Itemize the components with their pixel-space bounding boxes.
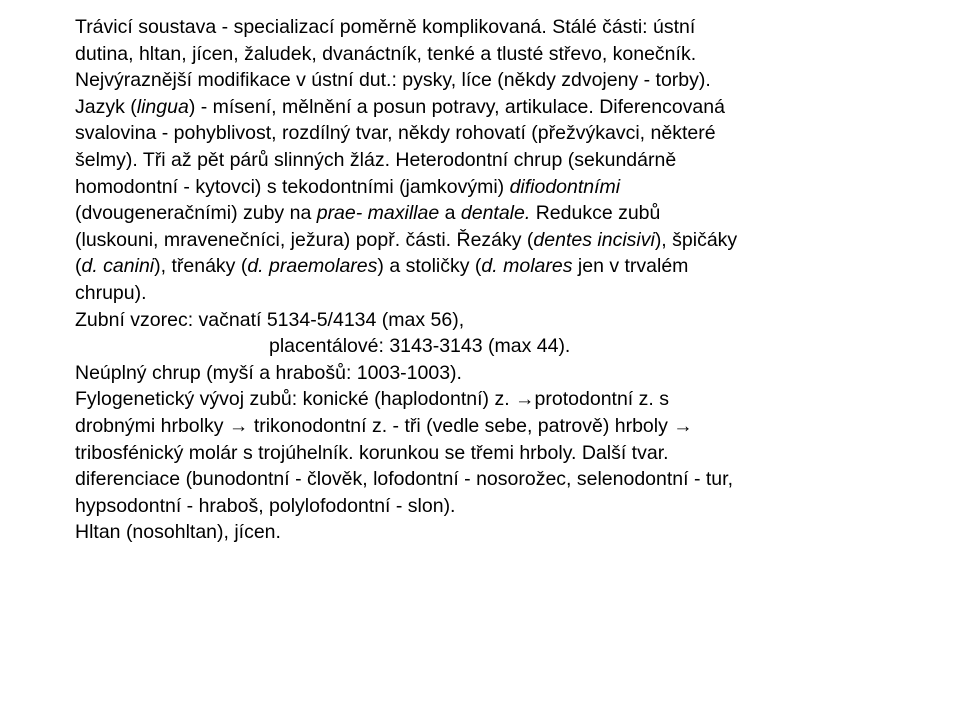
text-line [75, 413, 895, 440]
text-segment: svalovina - pohyblivost, rozdílný tvar, někdy rohovatí (přežvýkavci, některé [75, 122, 716, 145]
text-line [75, 519, 895, 546]
slide-text-block [75, 14, 895, 546]
text-segment: ) - mísení, mělnění a posun potravy, artikulace. Diferencovaná [188, 95, 725, 118]
italic-term: prae- maxillae [316, 202, 440, 225]
text-line [75, 333, 895, 360]
text-line [75, 41, 895, 68]
text-segment: ), třenáky ( [154, 255, 248, 278]
text-segment: Neúplný chrup (myší a hrabošů: 1003-1003). [75, 361, 462, 384]
text-line [75, 120, 895, 147]
text-segment: Fylogenetický vývoj zubů: konické (haplodontní) z. →protodontní z. s [75, 388, 669, 411]
text-line [75, 360, 895, 387]
italic-term: dentes incisivi [533, 228, 655, 251]
text-segment: chrupu). [75, 281, 147, 304]
text-line [75, 493, 895, 520]
text-line [75, 174, 895, 201]
text-line [75, 280, 895, 307]
italic-term: d. praemolares [247, 255, 378, 278]
text-line [75, 147, 895, 174]
text-segment: Zubní vzorec: vačnatí 5134-5/4134 (max 56), [75, 308, 465, 331]
italic-term: d. canini [81, 255, 155, 278]
text-line [75, 386, 895, 413]
text-segment: diferenciace (bunodontní - člověk, lofodontní - nosorožec, selenodontní - tur, [75, 468, 733, 491]
italic-term: difiodontními [509, 175, 621, 198]
text-segment: (dvougeneračními) zuby na [75, 202, 317, 225]
text-segment: drobnými hrbolky → trikonodontní z. - tři (vedle sebe, patrově) hrboly → [75, 414, 693, 437]
text-segment: hypsodontní - hraboš, polylofodontní - slon). [75, 494, 456, 517]
text-line [75, 466, 895, 493]
text-segment: ( [75, 255, 82, 278]
italic-term: d. molares [481, 255, 573, 278]
text-line [75, 94, 895, 121]
text-line [75, 307, 895, 334]
text-segment: placentálové: 3143-3143 (max 44). [269, 335, 571, 358]
text-line [75, 227, 895, 254]
text-line [75, 14, 895, 41]
text-segment: Nejvýraznější modifikace v ústní dut.: pysky, líce (někdy zdvojeny - torby). [75, 69, 711, 92]
italic-term: dentale. [460, 202, 531, 225]
text-line [75, 440, 895, 467]
text-segment: Hltan (nosohltan), jícen. [75, 521, 281, 544]
text-segment: ), špičáky [654, 228, 738, 251]
text-segment: Redukce zubů [530, 202, 661, 225]
text-segment: dutina, hltan, jícen, žaludek, dvanáctník, tenké a tlusté střevo, konečník. [75, 42, 697, 65]
text-segment: a [439, 202, 461, 225]
text-segment: (luskouni, mravenečníci, ježura) popř. části. Řezáky ( [75, 228, 534, 251]
text-segment: jen v trvalém [572, 255, 689, 278]
text-segment: ) a stoličky ( [377, 255, 482, 278]
text-line [75, 253, 895, 280]
text-segment: tribosfénický molár s trojúhelník. korunkou se třemi hrboly. Další tvar. [75, 441, 669, 464]
text-segment: Jazyk ( [75, 95, 137, 118]
text-line [75, 200, 895, 227]
text-line [75, 67, 895, 94]
text-segment: Trávicí soustava - specializací poměrně komplikovaná. Stálé části: ústní [75, 16, 696, 38]
text-segment: šelmy). Tři až pět párů slinných žláz. Heterodontní chrup (sekundárně [75, 148, 677, 171]
text-segment: homodontní - kytovci) s tekodontními (jamkovými) [75, 175, 510, 198]
italic-term: lingua [136, 95, 189, 118]
